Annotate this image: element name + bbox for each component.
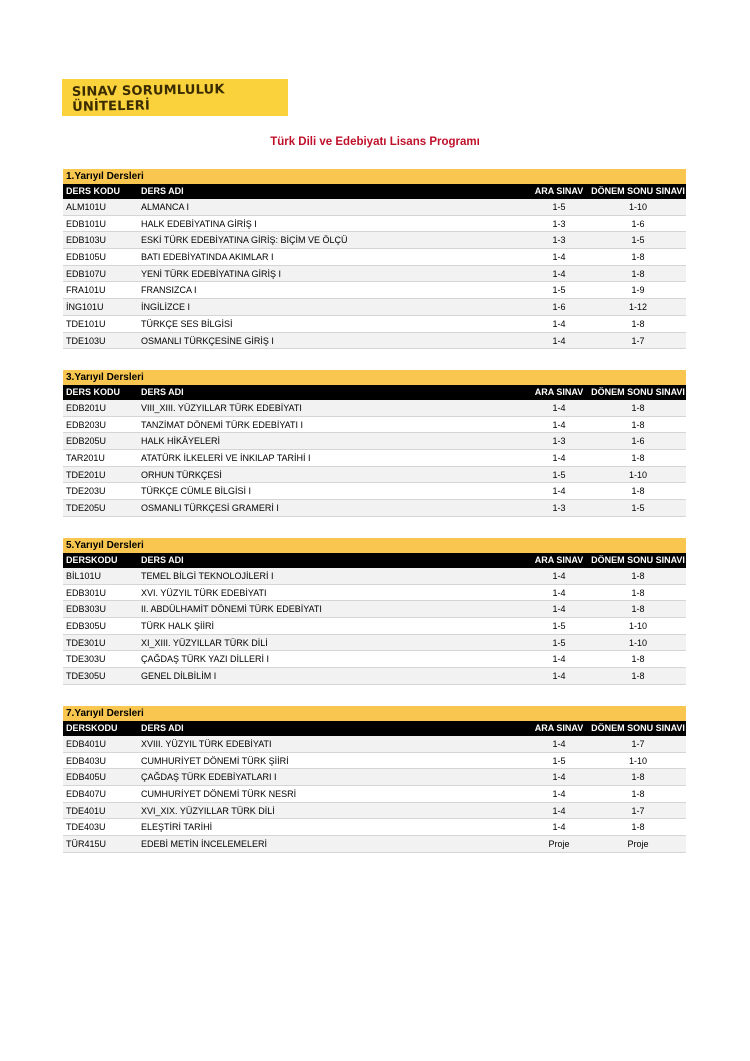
table-row xyxy=(63,836,686,853)
table-row xyxy=(63,400,686,417)
midterm-units: 1-4 xyxy=(552,604,566,615)
midterm-units: 1-5 xyxy=(552,202,566,212)
course-name: ALMANCA I xyxy=(141,202,190,212)
final-units: 1-6 xyxy=(631,218,645,229)
course-code: TDE103U xyxy=(66,335,106,346)
course-code: EDB305U xyxy=(66,621,107,632)
course-code: EDB107U xyxy=(66,268,107,279)
midterm-units: 1-3 xyxy=(552,436,566,447)
midterm-units: 1-4 xyxy=(552,252,566,263)
course-name: XVIII. YÜZYIL TÜRK EDEBİYATI xyxy=(141,739,272,749)
course-code: EDB101U xyxy=(66,218,107,229)
midterm-units: 1-4 xyxy=(552,486,566,497)
semester-section xyxy=(63,370,686,517)
course-code: TDE201U xyxy=(66,469,106,480)
course-name-header: DERS ADI xyxy=(141,555,184,565)
course-code: EDB203U xyxy=(66,419,107,430)
table-row xyxy=(63,500,686,517)
table-row xyxy=(63,736,686,753)
final-units: 1-10 xyxy=(628,755,647,766)
section-heading: 7.Yarıyıl Dersleri xyxy=(63,706,686,721)
final-units: 1-5 xyxy=(631,503,645,514)
course-code-header: DERSKODU xyxy=(66,723,118,733)
course-name: ÇAĞDAŞ TÜRK EDEBİYATLARI I xyxy=(141,772,277,783)
table-row xyxy=(63,299,686,316)
course-name: TÜRKÇE CÜMLE BİLGİSİ I xyxy=(141,486,252,497)
final-units: 1-5 xyxy=(631,235,645,246)
table-row xyxy=(63,232,686,249)
course-code: EDB403U xyxy=(66,755,107,766)
course-name: İNGİLİZCE I xyxy=(141,302,191,313)
course-code: TDE303U xyxy=(66,654,106,665)
table-row xyxy=(63,467,686,484)
final-units: 1-9 xyxy=(631,285,645,296)
course-name: ELEŞTİRİ TARİHİ xyxy=(141,822,213,833)
midterm-units: 1-4 xyxy=(552,335,566,346)
course-code: TDE101U xyxy=(66,318,106,329)
course-name: VIII_XIII. YÜZYILLAR TÜRK EDEBİYATI xyxy=(141,403,302,413)
course-code: TÜR415U xyxy=(66,839,107,850)
final-units: 1-6 xyxy=(631,436,645,447)
course-code: EDB301U xyxy=(66,587,107,598)
final-units: 1-10 xyxy=(628,621,647,632)
course-code: BİL101U xyxy=(66,571,102,581)
midterm-units: 1-6 xyxy=(552,302,566,313)
table-row xyxy=(63,282,686,299)
page-title: Türk Dili ve Edebiyatı Lisans Programı xyxy=(270,136,480,148)
table-row xyxy=(63,199,686,216)
section-heading: 1.Yarıyıl Dersleri xyxy=(63,169,686,184)
final-units: 1-8 xyxy=(631,822,645,833)
table-row xyxy=(63,753,686,770)
course-name: ORHUN TÜRKÇESİ xyxy=(141,469,222,480)
course-code: EDB201U xyxy=(66,403,107,413)
course-code-header: DERS KODU xyxy=(66,186,121,196)
midterm-units: 1-4 xyxy=(552,789,566,800)
course-name: ÇAĞDAŞ TÜRK YAZI DİLLERİ I xyxy=(141,654,270,665)
final-units: 1-8 xyxy=(631,486,645,497)
table-row xyxy=(63,417,686,434)
final-units: 1-8 xyxy=(631,268,645,279)
final-units: 1-10 xyxy=(628,637,647,648)
midterm-units: 1-4 xyxy=(552,587,566,598)
course-code: İNG101U xyxy=(66,302,104,313)
midterm-header: ARA SINAV xyxy=(534,723,584,733)
table-body xyxy=(63,736,686,853)
final-units: 1-7 xyxy=(631,739,645,749)
table-row xyxy=(63,601,686,618)
midterm-header: ARA SINAV xyxy=(534,555,584,565)
course-name: ESKİ TÜRK EDEBİYATINA GİRİŞ: BİÇİM VE ÖLÇÜ xyxy=(141,235,348,246)
course-name: HALK HİKÂYELERİ xyxy=(141,436,221,447)
course-name: TÜRK HALK ŞİİRİ xyxy=(141,621,215,632)
midterm-units: 1-4 xyxy=(552,268,566,279)
course-name-header: DERS ADI xyxy=(141,186,184,196)
final-units: 1-8 xyxy=(631,419,645,430)
final-units: 1-8 xyxy=(631,587,645,598)
course-code: TAR201U xyxy=(66,453,105,464)
final-units: 1-7 xyxy=(631,805,645,816)
course-name-header: DERS ADI xyxy=(141,723,184,733)
final-header: DÖNEM SONU SINAVI xyxy=(591,555,685,565)
course-code: TDE305U xyxy=(66,671,106,682)
midterm-units: 1-4 xyxy=(552,671,566,682)
course-name: CUMHURİYET DÖNEMİ TÜRK NESRİ xyxy=(141,789,297,800)
final-units: Proje xyxy=(627,839,649,850)
course-name: TEMEL BİLGİ TEKNOLOJİLERİ I xyxy=(141,571,274,581)
semester-section xyxy=(63,706,686,853)
final-units: 1-7 xyxy=(631,335,645,346)
course-name: CUMHURİYET DÖNEMİ TÜRK ŞİİRİ xyxy=(141,755,289,766)
course-name: GENEL DİLBİLİM I xyxy=(141,671,217,682)
final-units: 1-8 xyxy=(631,571,645,581)
course-code: EDB405U xyxy=(66,772,107,783)
course-code: EDB401U xyxy=(66,739,107,749)
table-row xyxy=(63,618,686,635)
course-code-header: DERS KODU xyxy=(66,387,121,397)
header-banner xyxy=(62,79,288,116)
course-name: XVI_XIX. YÜZYILLAR TÜRK DİLİ xyxy=(141,805,275,816)
final-header: DÖNEM SONU SINAVI xyxy=(591,723,685,733)
midterm-units: 1-5 xyxy=(552,637,566,648)
table-row xyxy=(63,651,686,668)
course-code-header: DERSKODU xyxy=(66,555,118,565)
final-units: 1-10 xyxy=(628,202,647,212)
final-units: 1-8 xyxy=(631,789,645,800)
midterm-units: 1-4 xyxy=(552,403,566,413)
table-header xyxy=(63,721,686,736)
final-units: 1-8 xyxy=(631,453,645,464)
section-heading: 5.Yarıyıl Dersleri xyxy=(63,538,686,553)
table-header xyxy=(63,184,686,199)
table-row xyxy=(63,585,686,602)
course-name: OSMANLI TÜRKÇESİ GRAMERİ I xyxy=(141,503,279,514)
table-row xyxy=(63,819,686,836)
course-name: FRANSIZCA I xyxy=(141,285,197,296)
table-row xyxy=(63,803,686,820)
section-heading: 3.Yarıyıl Dersleri xyxy=(63,370,686,385)
midterm-units: 1-4 xyxy=(552,654,566,665)
course-code: EDB205U xyxy=(66,436,107,447)
midterm-units: 1-3 xyxy=(552,218,566,229)
midterm-units: 1-5 xyxy=(552,285,566,296)
course-code: ALM101U xyxy=(66,202,107,212)
course-code: TDE401U xyxy=(66,805,106,816)
course-name: TÜRKÇE SES BİLGİSİ xyxy=(141,318,233,329)
table-row xyxy=(63,568,686,585)
midterm-units: 1-4 xyxy=(552,772,566,783)
course-name: XI_XIII. YÜZYILLAR TÜRK DİLİ xyxy=(141,637,268,648)
table-row xyxy=(63,316,686,333)
midterm-units: 1-4 xyxy=(552,805,566,816)
table-row xyxy=(63,249,686,266)
final-units: 1-8 xyxy=(631,604,645,615)
final-units: 1-10 xyxy=(628,469,647,480)
course-name: EDEBİ METİN İNCELEMELERİ xyxy=(141,839,268,850)
final-units: 1-12 xyxy=(628,302,647,313)
course-name: BATI EDEBİYATINDA AKIMLAR I xyxy=(141,252,274,263)
midterm-units: 1-4 xyxy=(552,822,566,833)
course-name: OSMANLI TÜRKÇESİNE GİRİŞ I xyxy=(141,335,274,346)
course-name: HALK EDEBİYATINA GİRİŞ I xyxy=(141,218,257,229)
midterm-units: Proje xyxy=(548,839,570,850)
midterm-header: ARA SINAV xyxy=(534,387,584,397)
midterm-units: 1-4 xyxy=(552,739,566,749)
midterm-units: 1-3 xyxy=(552,235,566,246)
table-body xyxy=(63,199,686,349)
table-row xyxy=(63,333,686,350)
table-body xyxy=(63,568,686,685)
course-name-header: DERS ADI xyxy=(141,387,184,397)
course-name: XVI. YÜZYIL TÜRK EDEBİYATI xyxy=(141,587,267,598)
table-header xyxy=(63,385,686,400)
table-body xyxy=(63,400,686,517)
course-code: TDE403U xyxy=(66,822,106,833)
semester-section xyxy=(63,169,686,349)
table-row xyxy=(63,450,686,467)
course-code: EDB105U xyxy=(66,252,107,263)
table-row xyxy=(63,635,686,652)
midterm-units: 1-4 xyxy=(552,571,566,581)
course-code: EDB103U xyxy=(66,235,107,246)
table-row xyxy=(63,769,686,786)
course-code: FRA101U xyxy=(66,285,106,296)
final-units: 1-8 xyxy=(631,772,645,783)
final-units: 1-8 xyxy=(631,318,645,329)
course-name: ATATÜRK İLKELERİ VE İNKILAP TARİHİ I xyxy=(141,453,311,464)
course-code: TDE301U xyxy=(66,637,106,648)
midterm-units: 1-5 xyxy=(552,469,566,480)
course-name: TANZİMAT DÖNEMİ TÜRK EDEBİYATI I xyxy=(141,419,304,430)
course-code: EDB303U xyxy=(66,604,107,615)
table-row xyxy=(63,668,686,685)
table-row xyxy=(63,483,686,500)
table-row xyxy=(63,266,686,283)
final-header: DÖNEM SONU SINAVI xyxy=(591,387,685,397)
table-row xyxy=(63,216,686,233)
course-code: TDE205U xyxy=(66,503,106,514)
final-units: 1-8 xyxy=(631,252,645,263)
final-units: 1-8 xyxy=(631,403,645,413)
midterm-units: 1-5 xyxy=(552,621,566,632)
table-row xyxy=(63,786,686,803)
final-units: 1-8 xyxy=(631,671,645,682)
final-units: 1-8 xyxy=(631,654,645,665)
midterm-units: 1-5 xyxy=(552,755,566,766)
course-name: YENİ TÜRK EDEBİYATINA GİRİŞ I xyxy=(141,268,282,279)
table-row xyxy=(63,433,686,450)
course-code: TDE203U xyxy=(66,486,106,497)
table-header xyxy=(63,553,686,568)
banner-title: SINAV SORUMLULUK ÜNİTELERİ xyxy=(71,81,225,115)
midterm-units: 1-4 xyxy=(552,318,566,329)
semester-section xyxy=(63,538,686,685)
midterm-units: 1-3 xyxy=(552,503,566,514)
midterm-units: 1-4 xyxy=(552,419,566,430)
midterm-header: ARA SINAV xyxy=(534,186,584,196)
course-name: II. ABDÜLHAMİT DÖNEMİ TÜRK EDEBİYATI xyxy=(141,604,322,615)
midterm-units: 1-4 xyxy=(552,453,566,464)
course-code: EDB407U xyxy=(66,789,107,800)
final-header: DÖNEM SONU SINAVI xyxy=(591,186,685,196)
